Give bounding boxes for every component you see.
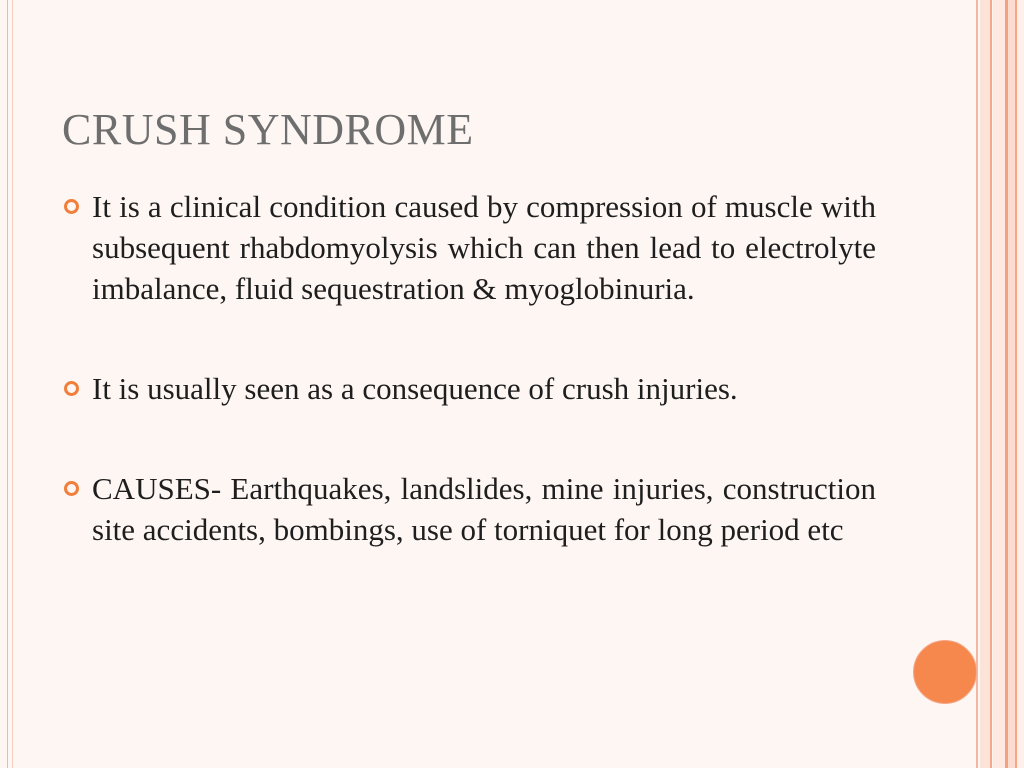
bullet-circle-icon — [64, 199, 79, 214]
slide-title: CRUSH SYNDROME — [62, 105, 474, 154]
bullet-circle-icon — [64, 481, 79, 496]
bullet-text: It is usually seen as a consequence of crush injuries. — [92, 371, 738, 406]
stripe — [990, 0, 992, 768]
bullet-text: CAUSES- Earthquakes, landslides, mine injuries, construction site accidents, bombings, use of torniquet for long period etc — [92, 471, 876, 547]
stripe — [1008, 0, 1015, 768]
bullet-text: It is a clinical condition caused by compression of muscle with subsequent rhabdomyolysis which can then lead to electrolyte imbalance, fluid sequestration & myoglobinuria. — [92, 189, 876, 306]
left-border-line — [7, 0, 8, 768]
bullet-item — [64, 368, 876, 409]
stripe — [1017, 0, 1024, 768]
left-border-line-inner — [12, 0, 13, 768]
bullet-list — [64, 186, 876, 550]
stripe — [993, 0, 1005, 768]
stripe — [980, 0, 990, 768]
decorative-orange-circle — [913, 640, 977, 704]
stripe — [976, 0, 978, 768]
right-decorative-stripes — [976, 0, 1024, 768]
bullet-circle-icon — [64, 381, 79, 396]
bullet-item — [64, 468, 876, 550]
bullet-item — [64, 186, 876, 309]
